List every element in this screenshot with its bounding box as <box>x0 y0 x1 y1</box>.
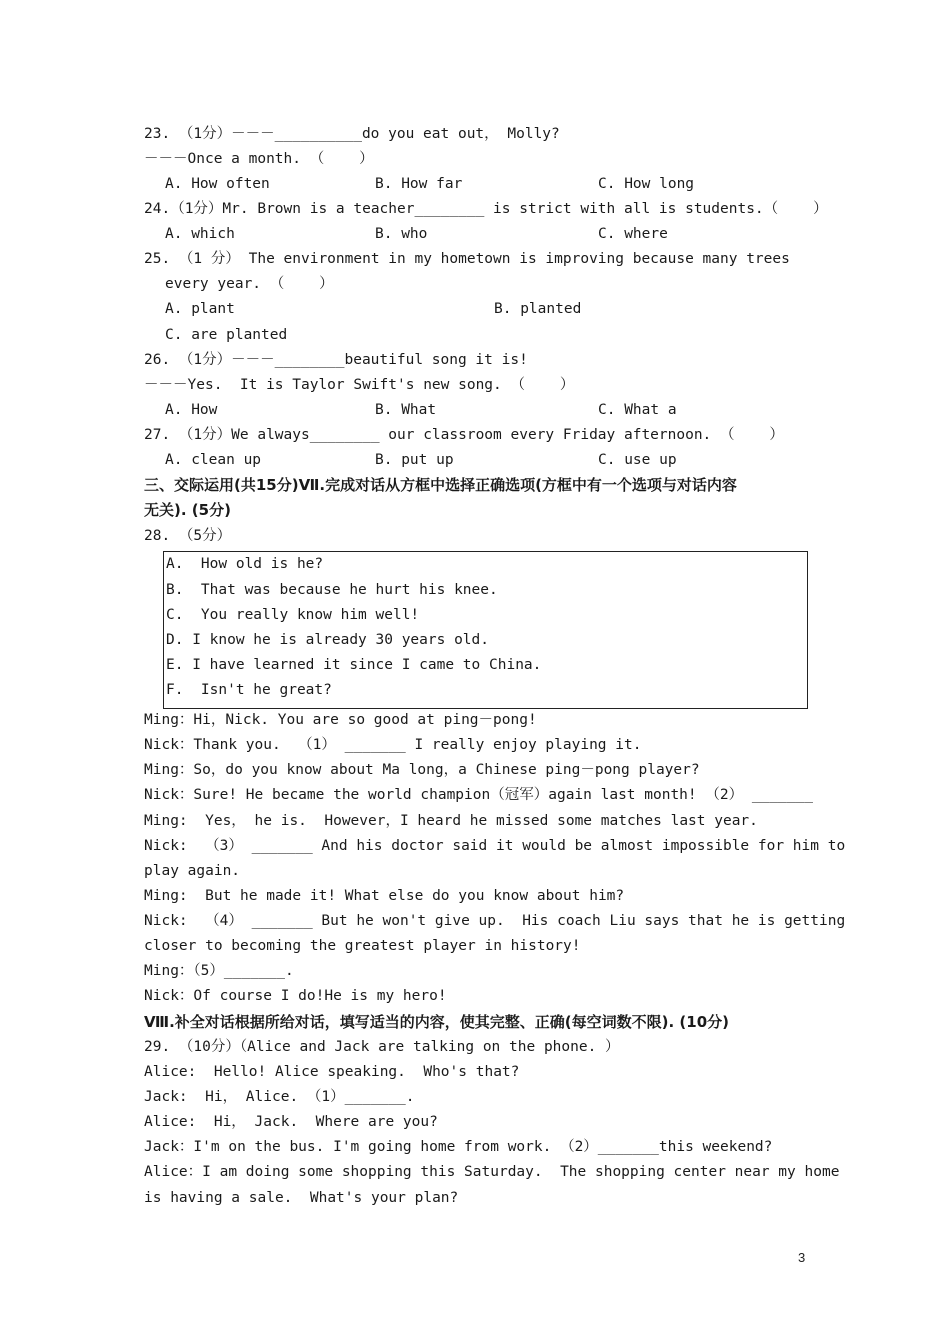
dialogue-line: Nick: （4） _______ But he won't give up. His coach Liu says that he is getting <box>144 913 846 929</box>
section8-heading: Ⅷ.补全对话根据所给对话，填写适当的内容，使其完整、正确(每空词数不限). (10分) <box>144 1013 730 1031</box>
section3-heading: 三、交际运用(共15分)Ⅶ.完成对话从方框中选择正确选项(方框中有一个选项与对话内容 <box>144 476 737 494</box>
dialogue-line: Ming：Hi，Nick. You are so good at ping－pong! <box>144 712 537 728</box>
q24-option-b: B. who <box>375 226 428 242</box>
option-a: A. How old is he? <box>166 556 324 572</box>
q26-stem: 26. （1分）－－－________beautiful song it is! <box>144 352 528 368</box>
q27-option-b: B. put up <box>375 452 454 468</box>
dialogue-line: Ming: Yes， he is. However，I heard he missed some matches last year. <box>144 813 758 829</box>
q24-stem: 24.（1分）Mr. Brown is a teacher________ is strict with all is students.（ ） <box>144 201 828 217</box>
dialogue-line: Alice: Hello! Alice speaking. Who's that? <box>144 1064 520 1080</box>
q25-option-c: C. are planted <box>165 327 288 343</box>
dialogue-line: Nick：Sure! He became the world champion（冠军）again last month! （2） _______ <box>144 787 813 803</box>
q25-stem-continued: every year. （ ） <box>165 276 334 292</box>
q26-option-c: C. What a <box>598 402 677 418</box>
dialogue-line: Nick：Thank you. （1） _______ I really enjoy playing it. <box>144 737 642 753</box>
dialogue-line: Alice: Hi， Jack. Where are you? <box>144 1114 438 1130</box>
q23-stem: 23. （1分）－－－__________do you eat out， Molly? <box>144 126 560 142</box>
q26-answer-line: －－－Yes. It is Taylor Swift's new song. （ ） <box>144 377 575 393</box>
q29-label: 29. （10分）（Alice and Jack are talking on the phone. ） <box>144 1039 620 1055</box>
option-b: B. That was because he hurt his knee. <box>166 582 498 598</box>
dialogue-line: Jack: Hi， Alice. （1）_______. <box>144 1089 415 1105</box>
q24-option-a: A. which <box>165 226 235 242</box>
q25-option-b: B. planted <box>494 301 582 317</box>
option-e: E. I have learned it since I came to China. <box>166 657 542 673</box>
q28-label: 28. （5分） <box>144 528 232 544</box>
q25-stem: 25. （1 分） The environment in my hometown is improving because many trees <box>144 251 790 267</box>
dialogue-line: Nick：Of course I do!He is my hero! <box>144 988 447 1004</box>
option-d: D. I know he is already 30 years old. <box>166 632 490 648</box>
page-number: 3 <box>798 1250 806 1265</box>
dialogue-line: Nick: （3） _______ And his doctor said it would be almost impossible for him to <box>144 838 846 854</box>
dialogue-line: play again. <box>144 863 241 879</box>
q27-option-a: A. clean up <box>165 452 262 468</box>
q23-answer-line: －－－Once a month. （ ） <box>144 151 374 167</box>
q27-stem: 27. （1分）We always________ our classroom every Friday afternoon. （ ） <box>144 427 784 443</box>
q24-option-c: C. where <box>598 226 668 242</box>
option-f: F. Isn't he great? <box>166 682 332 698</box>
dialogue-line: Ming：So，do you know about Ma long，a Chinese ping－pong player? <box>144 762 700 778</box>
q26-option-a: A. How <box>165 402 218 418</box>
q25-option-a: A. plant <box>165 301 235 317</box>
q27-option-c: C. use up <box>598 452 677 468</box>
dialogue-line: closer to becoming the greatest player in history! <box>144 938 581 954</box>
q23-option-c: C. How long <box>598 176 695 192</box>
section3-heading-continued: 无关). (5分) <box>144 501 231 519</box>
dialogue-line: Ming：（5）_______. <box>144 963 294 979</box>
q23-option-a: A. How often <box>165 176 270 192</box>
dialogue-line: Jack：I'm on the bus. I'm going home from work. （2）_______this weekend? <box>144 1139 773 1155</box>
dialogue-line: Alice：I am doing some shopping this Saturday. The shopping center near my home <box>144 1164 840 1180</box>
q26-option-b: B. What <box>375 402 437 418</box>
dialogue-line: is having a sale. What's your plan? <box>144 1190 459 1206</box>
option-c: C. You really know him well! <box>166 607 420 623</box>
dialogue-line: Ming: But he made it! What else do you know about him? <box>144 888 625 904</box>
q23-option-b: B. How far <box>375 176 463 192</box>
